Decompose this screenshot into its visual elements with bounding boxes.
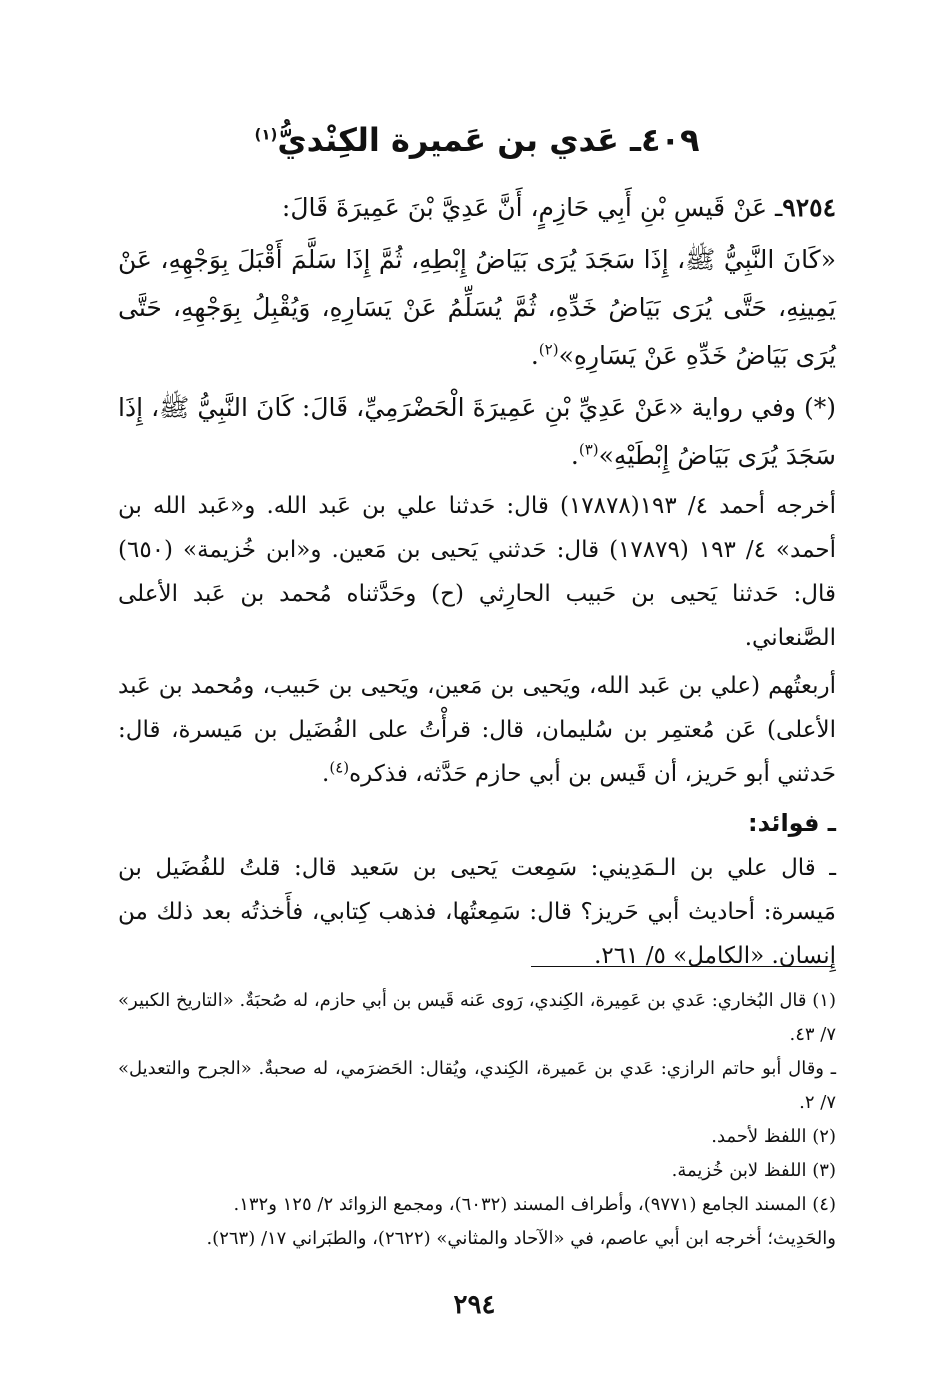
page-body (118, 110, 836, 982)
page-number: ٢٩٤ (453, 1290, 496, 1320)
hadith-matn-text: «كَانَ النَّبِيُّ ﷺ، إِذَا سَجَدَ يُرَى بَيَاضُ إِبْطِهِ، ثُمَّ إِذَا سَلَّمَ أَقْبَلَ بِوَجْهِهِ، عَنْ يَمِينِهِ، حَتَّى يُرَى بَيَاضُ خَدِّهِ، ثُمَّ يُسَلِّمُ عَنْ يَسَارِهِ، وَيُقْبِلُ بِوَجْهِهِ، حَتَّى يُرَى بَيَاضُ خَدِّهِ عَنْ يَسَارِهِ» (118, 245, 836, 370)
matn-footnote-ref: (٢) (538, 340, 559, 359)
hadith-number: ٩٢٥٤ (782, 193, 836, 222)
footnote-1-continued: ـ وقال أبو حاتم الرازي: عَدي بن عَميرة، الكِندي، ويُقال: الحَضرَمي، له صحبةٌ. «الجرح والتعديل» ٧/ ٢. (118, 1058, 836, 1113)
hadith-isnad (118, 184, 836, 232)
footnote-separator (531, 966, 831, 967)
takhrij-footnote-ref: (٤) (329, 758, 350, 777)
takhrij-paragraph-1: أخرجه أحمد ٤/ ١٩٣(١٧٨٧٨) قال: حَدثنا علي بن عَبد الله. و«عَبد الله بن أحمد» ٤/ ١٩٣ (١٧٨٧٩) قال: حَدثني يَحيى بن مَعين. و«ابن خُزيمة» (٦٥٠) قال: حَدثنا يَحيى بن حَبيب الحارِثي (ح) وحَدَّثناه مُحمد بن عَبد الأعلى الصَّنعاني. (118, 493, 837, 651)
footnote-1: (١) قال البُخاري: عَدي بن عَمِيرة، الكِندي، رَوى عَنه قَيس بن أبي حازم، له صُحبَةٌ. «التاريخ الكبير» ٧/ ٤٣. (118, 990, 836, 1045)
chapter-footnote-ref: (١) (254, 125, 278, 144)
benefits-text: ـ قال علي بن الـمَدِيني: سَمِعت يَحيى بن سَعيد قال: قلتُ للفُضَيل بن مَيسرة: أحاديث أبي حَريز؟ قال: سَمِعتُها، فذهب كِتابي، فأَخذتُه بعد ذلك من إِنسان. «الكامل» ٥/ ٢٦١. (118, 855, 836, 969)
chapter-title-text: ٤٠٩ـ عَدي بن عَميرة الكِنْديُّ (277, 121, 700, 159)
matn-end: . (530, 341, 539, 370)
riwaya-end: . (570, 441, 579, 470)
takhrij-paragraph-2 (118, 664, 836, 796)
takhrij-paragraph-2-text: أربعتُهم (علي بن عَبد الله، ويَحيى بن مَعين، ويَحيى بن حَبيب، ومُحمد بن عَبد الأعلى) عَن مُعتمِر بن سُليمان، قال: قرأْتُ على الفُضَيل بن مَيسرة، قال: حَدثني أبو حَريز، أن قَيس بن أبي حازم حَدَّثه، فذكره (118, 673, 836, 787)
footnote-4-continued: والحَدِيث؛ أخرجه ابن أبي عاصم، في «الآحاد والمثاني» (٢٦٢٢)، والطبَراني ١٧/ (٢٦٣). (206, 1228, 836, 1249)
chapter-title (118, 110, 836, 170)
footnotes (118, 984, 836, 1256)
footnote-2: (٢) اللفظ لأحمد. (711, 1126, 836, 1147)
takhrij-end: . (322, 761, 330, 787)
footnote-4: (٤) المسند الجامع (٩٧٧١)، وأطراف المسند (٦٠٣٢)، ومجمع الزوائد ٢/ ١٢٥ و١٣٢. (233, 1194, 836, 1215)
benefits-heading: ـ فوائد: (747, 809, 836, 837)
hadith-isnad-text: ـ عَنْ قَيسِ بْنِ أَبِي حَازِمٍ، أَنَّ عَدِيَّ بْنَ عَمِيرَةَ قَالَ: (281, 193, 783, 222)
hadith-riwaya (118, 384, 836, 480)
footnote-3: (٣) اللفظ لابن خُزيمة. (671, 1160, 836, 1181)
hadith-matn (118, 236, 836, 380)
riwaya-footnote-ref: (٣) (578, 440, 599, 459)
hadith-riwaya-text: (*) وفي رواية «عَنْ عَدِيِّ بْنِ عَمِيرَةَ الْحَضْرَمِيِّ، قَالَ: كَانَ النَّبِيُّ ﷺ، إِذَا سَجَدَ يُرَى بَيَاضُ إِبْطَيْهِ» (118, 393, 836, 470)
